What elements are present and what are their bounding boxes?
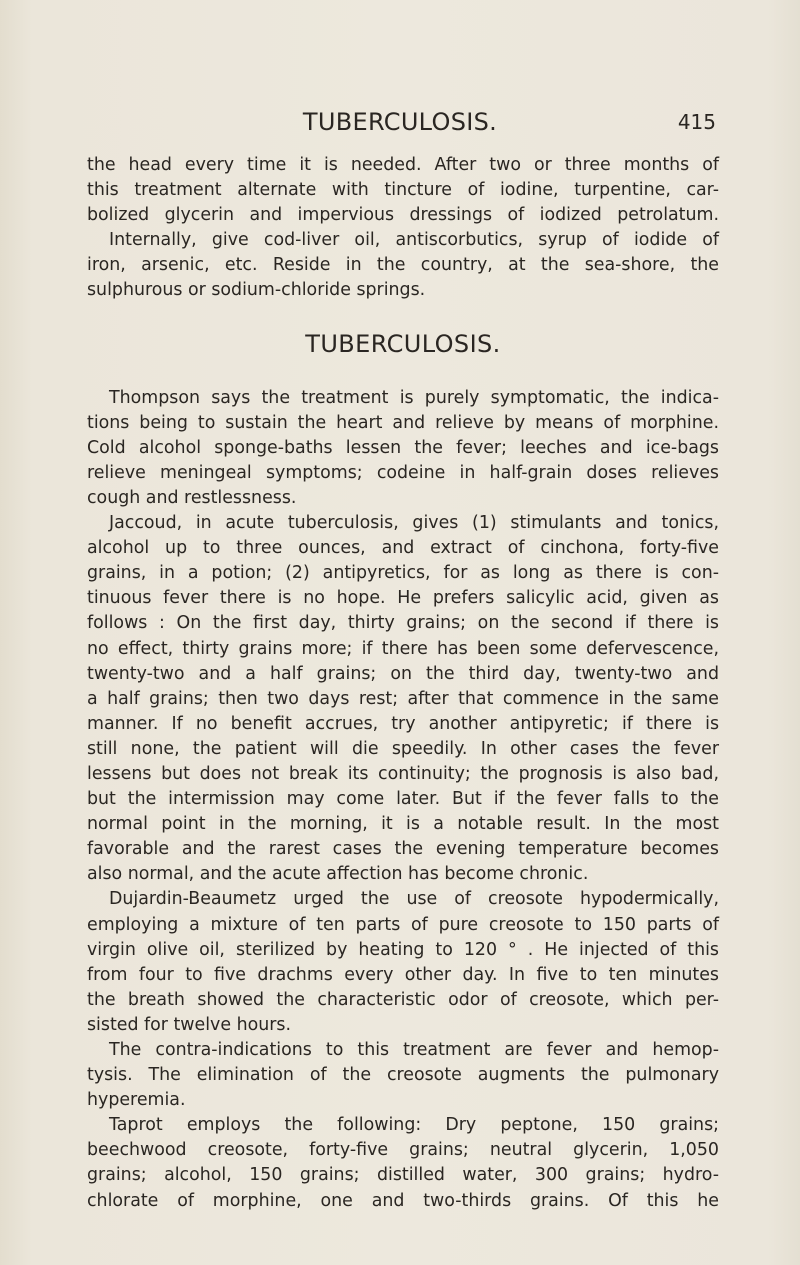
text-line: the breath showed the characteristic odor of creosote, which per- (87, 989, 719, 1010)
paragraph (87, 511, 719, 887)
text-line: Jaccoud, in acute tuberculosis, gives (1) stimulants and tonics, (109, 513, 719, 534)
section-heading: TUBERCULOSIS. (305, 329, 501, 358)
text-line: but the intermission may come later. But if the fever falls to the (87, 789, 719, 810)
text-line: Cold alcohol sponge-baths lessen the fever; leeches and ice-bags (87, 437, 719, 458)
page-body (87, 153, 719, 1214)
text-line: grains; alcohol, 150 grains; distilled water, 300 grains; hydro- (87, 1165, 719, 1186)
text-line: employing a mixture of ten parts of pure creosote to 150 parts of (87, 914, 719, 935)
text-line: bolized glycerin and impervious dressings of iodized petrolatum. (87, 205, 719, 226)
running-head (0, 108, 800, 138)
text-line: Thompson says the treatment is purely symptomatic, the indica- (109, 387, 719, 408)
paragraph (87, 153, 719, 304)
text-line: iron, arsenic, etc. Reside in the country, at the sea-shore, the (87, 255, 719, 276)
text-line: this treatment alternate with tincture of iodine, turpentine, car- (87, 180, 719, 201)
text-line: favorable and the rarest cases the evening temperature becomes (87, 839, 719, 860)
text-line: Dujardin-Beaumetz urged the use of creosote hypodermically, (109, 889, 719, 910)
text-line: The contra-indications to this treatment are fever and hemop- (109, 1040, 719, 1060)
paragraph (87, 1113, 719, 1213)
text-line: also normal, and the acute affection has become chronic. (87, 864, 589, 885)
text-line: no effect, thirty grains more; if there has been some defervescence, (87, 638, 719, 659)
page-number: 415 (677, 110, 716, 134)
text-line: relieve meningeal symptoms; codeine in half-grain doses relieves (87, 462, 719, 483)
text-line: hyperemia. (87, 1090, 186, 1111)
text-line: manner. If no benefit accrues, try another antipyretic; if there is (87, 713, 719, 734)
text-line: tinuous fever there is no hope. He prefers salicylic acid, given as (87, 588, 719, 609)
text-line: from four to five drachms every other day. In five to ten minutes (87, 964, 719, 985)
text-line: sisted for twelve hours. (87, 1014, 291, 1035)
text-line: a half grains; then two days rest; after that commence in the same (87, 688, 719, 709)
text-line: virgin olive oil, sterilized by heating to 120 ° . He injected of this (87, 939, 719, 960)
text-line: cough and restlessness. (87, 487, 297, 508)
paragraph (87, 887, 719, 1038)
text-line: sulphurous or sodium-chloride springs. (87, 280, 426, 301)
text-line: Internally, give cod-liver oil, antiscorbutics, syrup of iodide of (109, 230, 719, 251)
text-line: normal point in the morning, it is a notable result. In the most (87, 814, 719, 835)
text-line: follows : On the first day, thirty grains; on the second if there is (87, 613, 719, 634)
paragraph (87, 1038, 719, 1113)
text-line: chlorate of morphine, one and two-thirds grains. Of this he (87, 1190, 719, 1211)
text-line: lessens but does not break its continuity; the prognosis is also bad, (87, 763, 719, 784)
text-line: the head every time it is needed. After two or three months of (87, 155, 719, 175)
paragraph (87, 386, 719, 511)
text-line: Taprot employs the following: Dry peptone, 150 grains; (109, 1115, 719, 1136)
text-line: beechwood creosote, forty-five grains; neutral glycerin, 1,050 (87, 1140, 719, 1161)
text-line: grains, in a potion; (2) antipyretics, for as long as there is con- (87, 563, 719, 584)
running-title: TUBERCULOSIS. (302, 108, 498, 136)
text-line: still none, the patient will die speedily. In other cases the fever (87, 738, 719, 759)
text-line: tysis. The elimination of the creosote augments the pulmonary (87, 1065, 719, 1086)
text-line: alcohol up to three ounces, and extract of cinchona, forty-five (87, 538, 719, 559)
text-line: twenty-two and a half grains; on the third day, twenty-two and (87, 663, 719, 684)
text-line: tions being to sustain the heart and relieve by means of morphine. (87, 412, 719, 433)
